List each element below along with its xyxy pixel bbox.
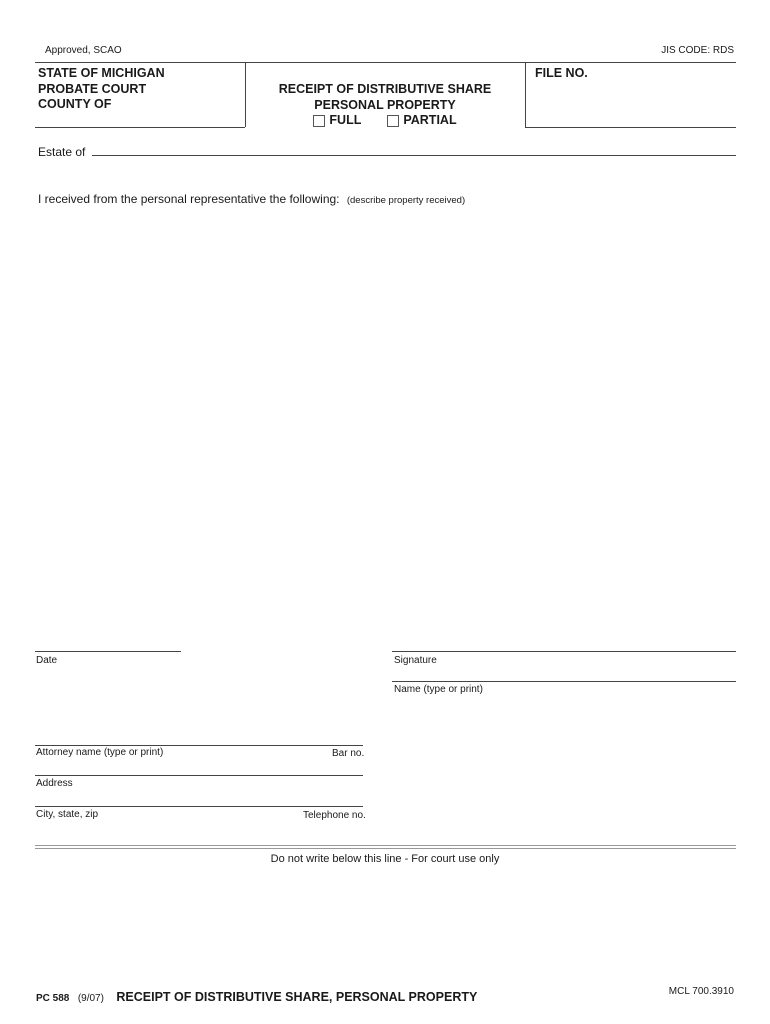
date-field[interactable] [35,651,181,652]
caption-bottom-rule-right [525,127,736,128]
printed-name-field[interactable] [392,681,736,682]
printed-name-label: Name (type or print) [394,684,483,695]
court-label: PROBATE COURT [38,81,147,96]
received-hint: (describe property received) [346,195,466,206]
signature-field[interactable] [392,651,736,652]
title-line-2: PERSONAL PROPERTY [314,97,456,112]
state-label: STATE OF MICHIGAN [38,66,165,80]
bar-no-label: Bar no. [332,748,365,759]
form-identifier [36,988,477,1006]
court-use-rule-bottom [35,848,736,849]
received-statement [38,192,465,206]
estate-label: Estate of [38,145,86,159]
attorney-name-label: Attorney name (type or print) [36,747,164,758]
date-label: Date [36,655,58,666]
caption-bottom-rule-left [35,127,245,128]
full-option[interactable] [313,113,361,129]
form-revision: (9/07) [77,993,104,1004]
attorney-name-field[interactable] [35,745,363,746]
file-no-label: FILE NO. [535,66,588,80]
partial-label: PARTIAL [403,113,457,127]
jis-code: JIS CODE: RDS [661,45,734,56]
caption-top-rule [35,62,736,63]
full-checkbox[interactable] [313,115,325,127]
address-field[interactable] [35,775,363,776]
city-state-zip-field[interactable] [35,806,363,807]
footer-form-name: RECEIPT OF DISTRIBUTIVE SHARE, PERSONAL PROPERTY [116,990,478,1004]
court-caption [38,66,165,113]
signature-label: Signature [394,655,437,666]
court-use-rule-top [35,845,736,846]
title-line-1: RECEIPT OF DISTRIBUTIVE SHARE [278,82,492,96]
county-label: COUNTY OF [38,97,112,111]
mcl-citation: MCL 700.3910 [668,986,734,997]
form-title [246,82,524,129]
partial-checkbox[interactable] [387,115,399,127]
received-text: I received from the personal representative the following: [38,192,340,206]
court-use-notice: Do not write below this line - For court use only [270,853,500,865]
form-code: PC 588 [36,993,70,1004]
address-label: Address [36,778,73,789]
city-state-zip-label: City, state, zip [36,809,99,820]
approved-scao: Approved, SCAO [45,45,122,56]
partial-option[interactable] [387,113,456,129]
full-label: FULL [329,113,362,127]
telephone-label: Telephone no. [303,810,366,821]
estate-name-field[interactable] [92,155,736,156]
receipt-type-options [246,113,524,129]
caption-divider-right [525,62,526,127]
